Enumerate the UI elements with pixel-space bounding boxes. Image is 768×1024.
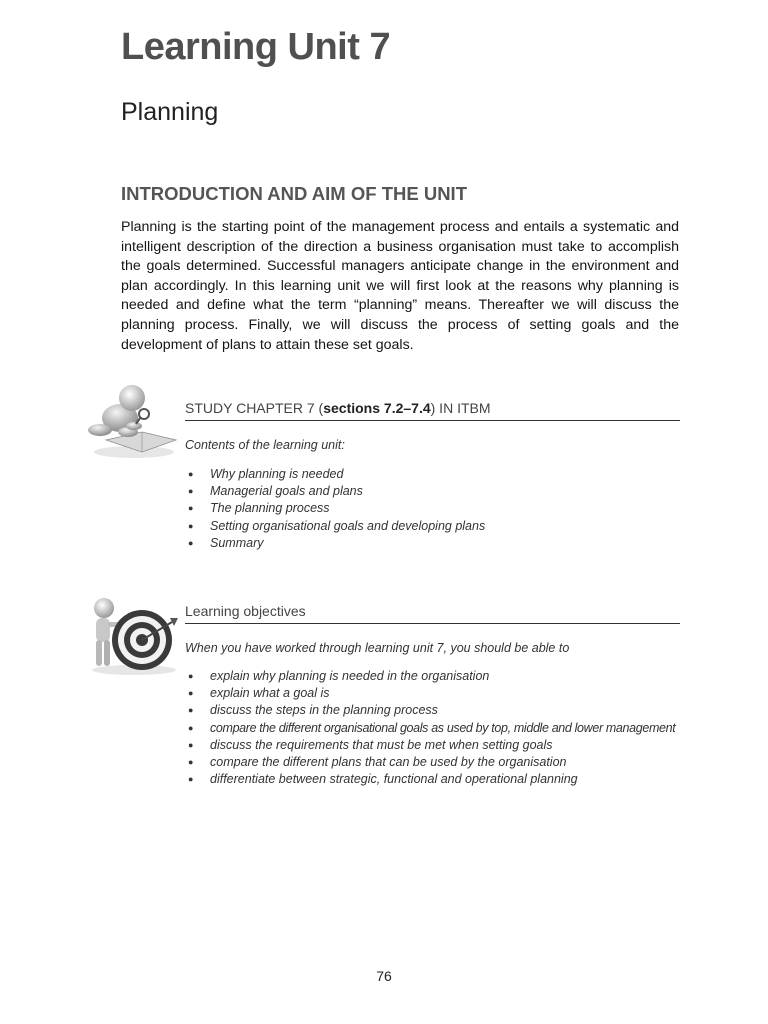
learning-objectives-box [185, 603, 680, 788]
learning-objectives-heading: Learning objectives [185, 603, 680, 624]
list-item: ● compare the different plans that can be used by the organisation [185, 754, 680, 771]
objectives-list [185, 668, 680, 788]
list-item: ● discuss the requirements that must be met when setting goals [185, 737, 680, 754]
study-sections-reference: sections 7.2–7.4 [323, 400, 431, 416]
list-item: ● explain what a goal is [185, 685, 680, 702]
study-chapter-heading: STUDY CHAPTER 7 (sections 7.2–7.4) IN ITBM [185, 400, 680, 421]
unit-title: Learning Unit 7 [121, 26, 391, 68]
list-item: ● compare the different organisational goals as used by top, middle and lower management [185, 720, 680, 737]
contents-lead: Contents of the learning unit: [185, 438, 345, 452]
introduction-paragraph: Planning is the starting point of the management process and entails a systematic and intelligent description of the direction a business organisation must take to accomplish the goals determined. Successful managers anticipate change in the environment and plan accordingly. In this learning unit we will first look at the reasons why planning is needed and define what the term “planning” means. Thereafter we will discuss the planning process. Finally, we will discuss the process of setting goals and the development of plans to attain these set goals. [121, 219, 679, 353]
objectives-lead: When you have worked through learning unit 7, you should be able to [185, 641, 570, 655]
contents-list [185, 466, 680, 552]
list-item: ● Setting organisational goals and developing plans [185, 518, 680, 535]
figure-target-icon [84, 594, 180, 678]
list-item: ● The planning process [185, 500, 680, 517]
list-item: ● Summary [185, 535, 680, 552]
figure-reading-icon [84, 380, 180, 462]
list-item: ● differentiate between strategic, functional and operational planning [185, 771, 680, 788]
list-item: ● discuss the steps in the planning process [185, 702, 680, 719]
list-item: ● explain why planning is needed in the organisation [185, 668, 680, 685]
list-item: ● Why planning is needed [185, 466, 680, 483]
section-heading-introduction: INTRODUCTION AND AIM OF THE UNIT [121, 183, 467, 204]
unit-subtitle: Planning [121, 98, 219, 126]
list-item: ● Managerial goals and plans [185, 483, 680, 500]
study-chapter-box [185, 400, 680, 552]
page-number: 76 [376, 968, 392, 984]
